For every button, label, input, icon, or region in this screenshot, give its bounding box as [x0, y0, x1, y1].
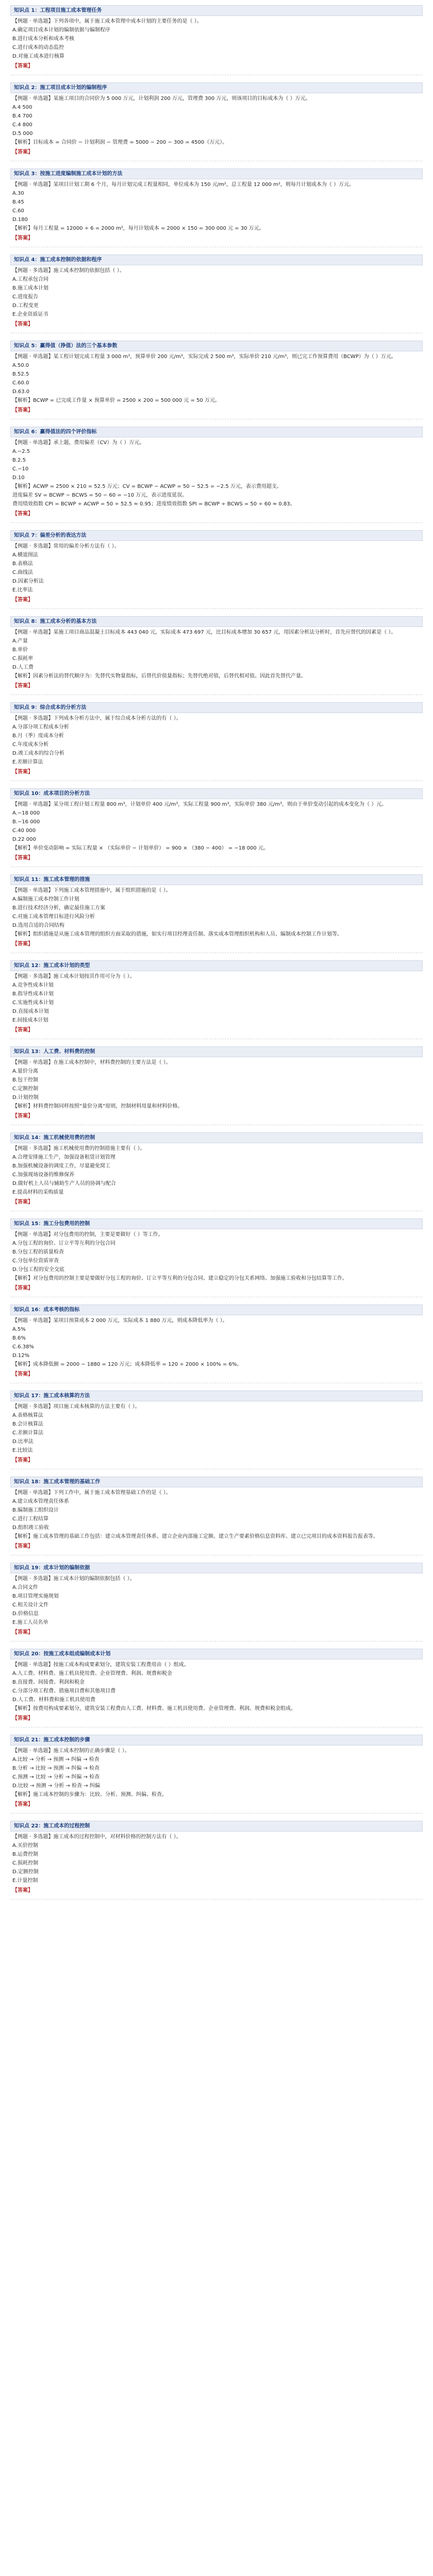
answer-label: 【答案】	[12, 769, 33, 775]
question-line: C.损耗率	[12, 656, 34, 662]
section-divider	[10, 522, 423, 523]
question-line: A.分包工程的询价、订立平等互利的分包合同	[12, 1241, 115, 1246]
knowledge-point-section	[10, 1304, 423, 1383]
question-line: D.5 000	[12, 131, 33, 137]
knowledge-point-section	[10, 82, 423, 161]
question-line: A.工程承包合同	[12, 277, 48, 282]
question-line: B.4 700	[12, 113, 32, 119]
question-line: C.加强现场设备的维修保养	[12, 1172, 75, 1178]
question-line: D.对施工成本进行核算	[12, 54, 64, 59]
question-line: B.直接费、间接费、利润和税金	[12, 1680, 85, 1685]
question-line: 费用绩效指数 CPI = BCWP ÷ ACWP = 50 ÷ 52.5 ≈ 0.95；进度绩效指数 SPI = BCWP ÷ BCWS = 50 ÷ 60 ≈ 0.83。	[12, 501, 295, 507]
question-line: 【例题 · 单选题】某分项工程计划工程量 800 m³，计划单价 400 元/m³，实际工程量 900 m³，实际单价 380 元/m³，则由于单价变动引起的成本变化为（ ）元。	[12, 802, 387, 807]
question-line: 【例题 · 单选题】某工程计划完成工程量 3 000 m³，预算单价 200 元/m³，实际完成 2 500 m³，实际单价 210 元/m³，则已完工作预算费用（BCWP）为（ ）万元。	[12, 354, 396, 360]
question-line: D.10	[12, 475, 25, 481]
question-line: D.计划控制	[12, 1095, 39, 1100]
question-line: 【例题 · 多选题】施工机械使用费的控制措施主要有（ ）。	[12, 1146, 145, 1151]
question-line: 【解析】组织措施是从施工成本管理的组织方面采取的措施，如实行项目经理责任制、落实成本管理组织机构和人员、编制成本控制工作计划等。	[12, 931, 342, 937]
knowledge-point-section	[10, 960, 423, 1039]
knowledge-point-section	[10, 341, 423, 419]
question-line: C.60	[12, 208, 24, 214]
answer-label: 【答案】	[12, 1888, 33, 1893]
question-line: 【解析】对分包费用的控制主要是要做好分包工程的询价、订立平等互利的分包合同、建立稳定的分包关系网络、加强施工验收和分包结算等工作。	[12, 1276, 347, 1281]
section-title: 知识点 12：施工成本计划的类型	[10, 960, 423, 971]
question-line: B.加强机械设备的调度工作，尽量避免窝工	[12, 1163, 111, 1169]
answer-label: 【答案】	[12, 597, 33, 603]
question-line: A.4 500	[12, 105, 32, 110]
knowledge-point-section	[10, 168, 423, 247]
answer-label: 【答案】	[12, 1285, 33, 1291]
knowledge-point-section	[10, 1649, 423, 1727]
knowledge-point-section	[10, 616, 423, 695]
question-line: D.22 000	[12, 837, 36, 842]
section-divider	[10, 694, 423, 695]
answer-label: 【答案】	[12, 1027, 33, 1033]
section-divider	[10, 608, 423, 609]
question-line: A.表格核算法	[12, 1413, 43, 1418]
question-line: 【解析】每月工程量 = 12000 ÷ 6 = 2000 m²，每月计划成本 = 2000 × 150 = 300 000 元 = 30 万元。	[12, 226, 264, 231]
question-line: D.选用合适的合同结构	[12, 923, 64, 928]
question-line: D.竣工成本的综合分析	[12, 751, 64, 756]
question-line: 【例题 · 多选题】施工成本计划按其作用可分为（ ）。	[12, 974, 135, 979]
question-line: 【例题 · 单选题】下列施工成本管理措施中，属于组织措施的是（ ）。	[12, 888, 171, 893]
question-line: 【例题 · 单选题】施工成本控制的正确步骤是（ ）。	[12, 1748, 130, 1754]
knowledge-point-section	[10, 1132, 423, 1211]
question-line: 【解析】施工成本控制的步骤为：比较、分析、预测、纠偏、检查。	[12, 1792, 167, 1798]
question-line: B.月（季）度成本分析	[12, 733, 64, 739]
question-line: A.人工费、材料费、施工机具使用费、企业管理费、利润、规费和税金	[12, 1671, 172, 1676]
question-line: E.企业资质证书	[12, 312, 48, 317]
answer-label: 【答案】	[12, 149, 33, 155]
knowledge-point-section	[10, 1821, 423, 1900]
question-line: C.−10	[12, 466, 29, 472]
question-line: E.比率法	[12, 587, 33, 593]
question-line: 【例题 · 单选题】下列各项中，属于施工成本管理中成本计划的主要任务的是（ ）。	[12, 19, 202, 24]
question-line: D.分包工程的安全交底	[12, 1267, 64, 1273]
question-line: 【例题 · 多选题】施工成本的过程控制中，对材料价格的控制方法有（ ）。	[12, 1834, 181, 1840]
section-title: 知识点 7：偏差分析的表达方法	[10, 530, 423, 541]
question-line: B.指导性成本计划	[12, 991, 54, 997]
knowledge-point-section	[10, 530, 423, 609]
question-line: B.进行技术经济分析，确定最佳施工方案	[12, 905, 106, 911]
question-line: A.合理安排施工生产，加强设备租赁计划管理	[12, 1155, 115, 1160]
section-title: 知识点 18：施工成本管理的基础工作	[10, 1477, 423, 1487]
question-line: C.定额控制	[12, 1086, 39, 1092]
question-line: C.差额计算法	[12, 1430, 44, 1436]
question-line: C.6.38%	[12, 1344, 34, 1350]
question-line: C.分包单位资质审查	[12, 1258, 59, 1264]
question-line: B.单价	[12, 647, 28, 653]
question-line: A.5%	[12, 1327, 26, 1332]
section-title: 知识点 8：施工成本分析的基本方法	[10, 616, 423, 627]
section-title: 知识点 15：施工分包费用的控制	[10, 1218, 423, 1229]
question-line: C.60.0	[12, 380, 29, 386]
question-line: B.45	[12, 199, 24, 205]
question-line: C.实施性成本计划	[12, 1000, 54, 1006]
question-line: D.12%	[12, 1353, 30, 1359]
question-line: B.表格法	[12, 561, 34, 567]
question-line: 【例题 · 单选题】某施工项目商品混凝土目标成本 443 040 元，实际成本 473 697 元，比目标成本增加 30 657 元，用因素分析法分析时，首先应替代的因素是（ ）。	[12, 630, 396, 635]
question-line: 【解析】ACWP = 2500 × 210 = 52.5 万元；CV = BCWP − ACWP = 50 − 52.5 = −2.5 万元，表示费用超支。	[12, 484, 282, 489]
question-line: D.比率法	[12, 1439, 34, 1445]
question-line: A.竞争性成本计划	[12, 982, 54, 988]
question-line: 【例题 · 单选题】承上题，费用偏差（CV）为（ ）万元。	[12, 440, 145, 446]
question-line: A.−2.5	[12, 449, 30, 454]
question-line: C.进行工程结算	[12, 1516, 49, 1522]
knowledge-point-section	[10, 1218, 423, 1297]
question-line: C.曲线法	[12, 570, 34, 575]
answer-label: 【答案】	[12, 1802, 33, 1807]
question-line: E.差额计算法	[12, 759, 43, 765]
knowledge-point-section	[10, 1477, 423, 1555]
question-line: 【例题 · 多选题】项目施工成本核算的方法主要有（ ）。	[12, 1404, 140, 1410]
section-title: 知识点 2：施工项目成本计划的编制程序	[10, 82, 423, 93]
document-page	[10, 0, 423, 1900]
question-line: C.进度报告	[12, 294, 39, 300]
knowledge-point-section	[10, 5, 423, 75]
section-divider	[10, 1813, 423, 1814]
question-line: C.预测 → 比较 → 分析 → 纠偏 → 检查	[12, 1774, 100, 1780]
question-line: 【解析】按费用构成要素划分，建筑安装工程费由人工费、材料费、施工机具使用费、企业管理费、利润、规费和税金组成。	[12, 1706, 296, 1711]
question-line: D.63.0	[12, 389, 30, 395]
question-line: E.施工人员名单	[12, 1620, 48, 1625]
answer-label: 【答案】	[12, 941, 33, 947]
section-title: 知识点 16：成本考核的指标	[10, 1304, 423, 1315]
question-line: D.因素分析法	[12, 579, 44, 584]
knowledge-point-section	[10, 788, 423, 867]
question-line: B.分析 → 比较 → 预测 → 纠偏 → 检查	[12, 1766, 99, 1771]
question-line: 【解析】BCWP = 已完成工作量 × 预算单价 = 2500 × 200 = 500 000 元 = 50 万元。	[12, 398, 220, 403]
question-line: D.直接成本计划	[12, 1009, 49, 1014]
answer-label: 【答案】	[12, 63, 33, 69]
question-line: D.做好机上人员与辅助生产人员的协调与配合	[12, 1181, 116, 1187]
question-line: B.运费控制	[12, 1852, 39, 1857]
answer-label: 【答案】	[12, 855, 33, 861]
question-line: 【例题 · 单选题】某施工项目的合同价为 5 000 万元，计划利润 200 万元，管理费 300 万元，则该项目的目标成本为（ ）万元。	[12, 96, 311, 101]
question-line: 【例题 · 单选题】在施工成本控制中，材料费控制的主要方法是（ ）。	[12, 1060, 171, 1065]
question-line: A.买价控制	[12, 1843, 38, 1849]
question-line: D.人工费	[12, 665, 34, 670]
question-line: B.2.5	[12, 457, 26, 463]
answer-label: 【答案】	[12, 1716, 33, 1721]
knowledge-point-section	[10, 255, 423, 333]
section-title: 知识点 6：赢得值法的四个评价指标	[10, 427, 423, 437]
question-line: 【解析】成本降低额 = 2000 − 1880 = 120 万元；成本降低率 = 120 ÷ 2000 × 100% = 6%。	[12, 1362, 242, 1367]
question-line: 【解析】材料费控制同样按照“量价分离”原则，控制材料用量和材料价格。	[12, 1104, 183, 1109]
question-line: A.分部分项工程成本分析	[12, 724, 69, 730]
answer-label: 【答案】	[12, 1630, 33, 1635]
question-line: A.量价分离	[12, 1069, 38, 1074]
question-line: 【例题 · 多选题】施工成本计划的编制依据包括（ ）。	[12, 1576, 135, 1582]
answer-label: 【答案】	[12, 1113, 33, 1119]
question-line: D.价格信息	[12, 1611, 39, 1617]
answer-label: 【答案】	[12, 321, 33, 327]
section-title: 知识点 22：施工成本的过程控制	[10, 1821, 423, 1832]
section-title: 知识点 9：综合成本的分析方法	[10, 702, 423, 713]
question-line: E.计量控制	[12, 1878, 38, 1884]
section-title: 知识点 14：施工机械使用费的控制	[10, 1132, 423, 1143]
question-line: 【解析】目标成本 = 合同价 − 计划利润 − 管理费 = 5000 − 200 − 300 = 4500（万元）。	[12, 140, 228, 145]
question-line: A.确定项目成本计划的编制依据与编制程序	[12, 27, 110, 33]
question-line: A.产量	[12, 638, 28, 644]
knowledge-point-section	[10, 702, 423, 781]
section-title: 知识点 4：施工成本控制的依据和程序	[10, 255, 423, 265]
question-line: 【例题 · 单选题】对分包费用的控制，主要是要做好（ ）等工作。	[12, 1232, 163, 1238]
question-line: A.横道图法	[12, 552, 38, 558]
question-line: B.项目管理实施规划	[12, 1594, 59, 1599]
knowledge-point-section	[10, 1391, 423, 1469]
section-title: 知识点 20：按施工成本组成编制成本计划	[10, 1649, 423, 1659]
question-line: 【解析】施工成本管理的基础工作包括：建立成本管理责任体系、建立企业内部施工定额、建立生产要素价格信息资料库、建立已完项目的成本资料报告报表等。	[12, 1534, 378, 1539]
question-line: C.40 000	[12, 828, 36, 834]
question-line: D.180	[12, 217, 28, 223]
question-line: A.30	[12, 191, 24, 196]
section-title: 知识点 21：施工成本控制的步骤	[10, 1735, 423, 1745]
answer-label: 【答案】	[12, 1199, 33, 1205]
answer-label: 【答案】	[12, 1544, 33, 1549]
question-line: B.编制施工组织设计	[12, 1507, 59, 1513]
section-divider	[10, 1899, 423, 1900]
question-line: A.50.0	[12, 363, 29, 368]
question-line: A.比较 → 分析 → 预测 → 纠偏 → 检查	[12, 1757, 99, 1762]
question-line: D.比较 → 预测 → 分析 → 检查 → 纠偏	[12, 1783, 100, 1789]
question-line: C.进行成本的动态监控	[12, 45, 64, 50]
answer-label: 【答案】	[12, 511, 33, 517]
answer-label: 【答案】	[12, 408, 33, 413]
question-line: B.会计核算法	[12, 1421, 44, 1427]
section-title: 知识点 17：施工成本核算的方法	[10, 1391, 423, 1401]
question-line: C.分部分项工程费、措施项目费和其他项目费	[12, 1688, 116, 1694]
knowledge-point-section	[10, 1735, 423, 1814]
question-line: B.分包工程的质量检查	[12, 1249, 64, 1255]
question-line: C.损耗控制	[12, 1860, 39, 1866]
question-line: B.52.5	[12, 371, 29, 377]
question-line: D.工程变更	[12, 303, 39, 309]
question-line: 【解析】因素分析法的替代顺序为：先替代实物量指标，后替代价值量指标；先替代绝对值，后替代相对值。因此首先替代产量。	[12, 673, 306, 679]
question-line: A.合同文件	[12, 1585, 38, 1590]
question-line: 【例题 · 多选题】下列成本分析方法中，属于综合成本分析方法的有（ ）。	[12, 716, 181, 721]
question-line: E.比较法	[12, 1448, 33, 1453]
section-title: 知识点 11：施工成本管理的措施	[10, 874, 423, 885]
question-line: A.−18 000	[12, 810, 40, 816]
question-line: 【例题 · 多选题】常用的偏差分析方法有（ ）。	[12, 544, 120, 549]
question-line: B.6%	[12, 1335, 26, 1341]
section-title: 知识点 1：工程项目施工成本管理任务	[10, 5, 423, 16]
section-title: 知识点 13：人工费、材料费的控制	[10, 1046, 423, 1057]
question-line: 【例题 · 单选题】某项目预算成本 2 000 万元，实际成本 1 880 万元，则成本降低率为（ ）。	[12, 1318, 228, 1324]
question-line: 进度偏差 SV = BCWP − BCWS = 50 − 60 = −10 万元，表示进度延误。	[12, 493, 188, 498]
question-line: B.包干控制	[12, 1077, 39, 1083]
question-line: 【例题 · 单选题】某项目计划工期 6 个月，每月计划完成工程量相同，单位成本为 150 元/m²，总工程量 12 000 m²，则每月计划成本为（ ）万元。	[12, 182, 355, 188]
section-title: 知识点 5：赢得值（挣值）法的三个基本参数	[10, 341, 423, 351]
question-line: C.年度成本分析	[12, 742, 49, 748]
question-line: D.组织竣工验收	[12, 1525, 49, 1531]
answer-label: 【答案】	[12, 235, 33, 241]
question-line: 【例题 · 单选题】按施工成本构成要素划分，建筑安装工程费用由（ ）组成。	[12, 1662, 189, 1668]
answer-label: 【答案】	[12, 1458, 33, 1463]
section-title: 知识点 3：按施工进度编制施工成本计划的方法	[10, 168, 423, 179]
question-line: A.编制施工成本控制工作计划	[12, 896, 79, 902]
question-line: C.对施工成本管理目标进行风险分析	[12, 914, 95, 920]
answer-label: 【答案】	[12, 1371, 33, 1377]
question-line: E.提高材料的采购质量	[12, 1190, 64, 1195]
question-line: B.−16 000	[12, 819, 40, 825]
question-line: A.建立成本管理责任体系	[12, 1499, 69, 1504]
knowledge-point-section	[10, 1563, 423, 1641]
question-line: D.人工费、材料费和施工机具使用费	[12, 1697, 95, 1703]
knowledge-point-section	[10, 427, 423, 523]
question-line: 【解析】单价变动影响 = 实际工程量 × （实际单价 − 计划单价） = 900 × （380 − 400） = −18 000 元。	[12, 845, 269, 851]
question-line: 【例题 · 多选题】施工成本控制的依据包括（ ）。	[12, 268, 125, 274]
section-title: 知识点 10：成本项目的分析方法	[10, 788, 423, 799]
answer-label: 【答案】	[12, 683, 33, 689]
question-line: B.施工成本计划	[12, 285, 49, 291]
knowledge-point-section	[10, 1046, 423, 1125]
question-line: B.进行成本分析和成本考核	[12, 36, 75, 42]
section-title: 知识点 19：成本计划的编制依据	[10, 1563, 423, 1573]
question-line: 【例题 · 单选题】下列工作中，属于施工成本管理基础工作的是（ ）。	[12, 1490, 171, 1496]
question-line: C.相关设计文件	[12, 1602, 49, 1608]
question-line: C.4 800	[12, 122, 32, 128]
knowledge-point-section	[10, 874, 423, 953]
question-line: D.定额控制	[12, 1869, 39, 1875]
question-line: E.间接成本计划	[12, 1018, 48, 1023]
